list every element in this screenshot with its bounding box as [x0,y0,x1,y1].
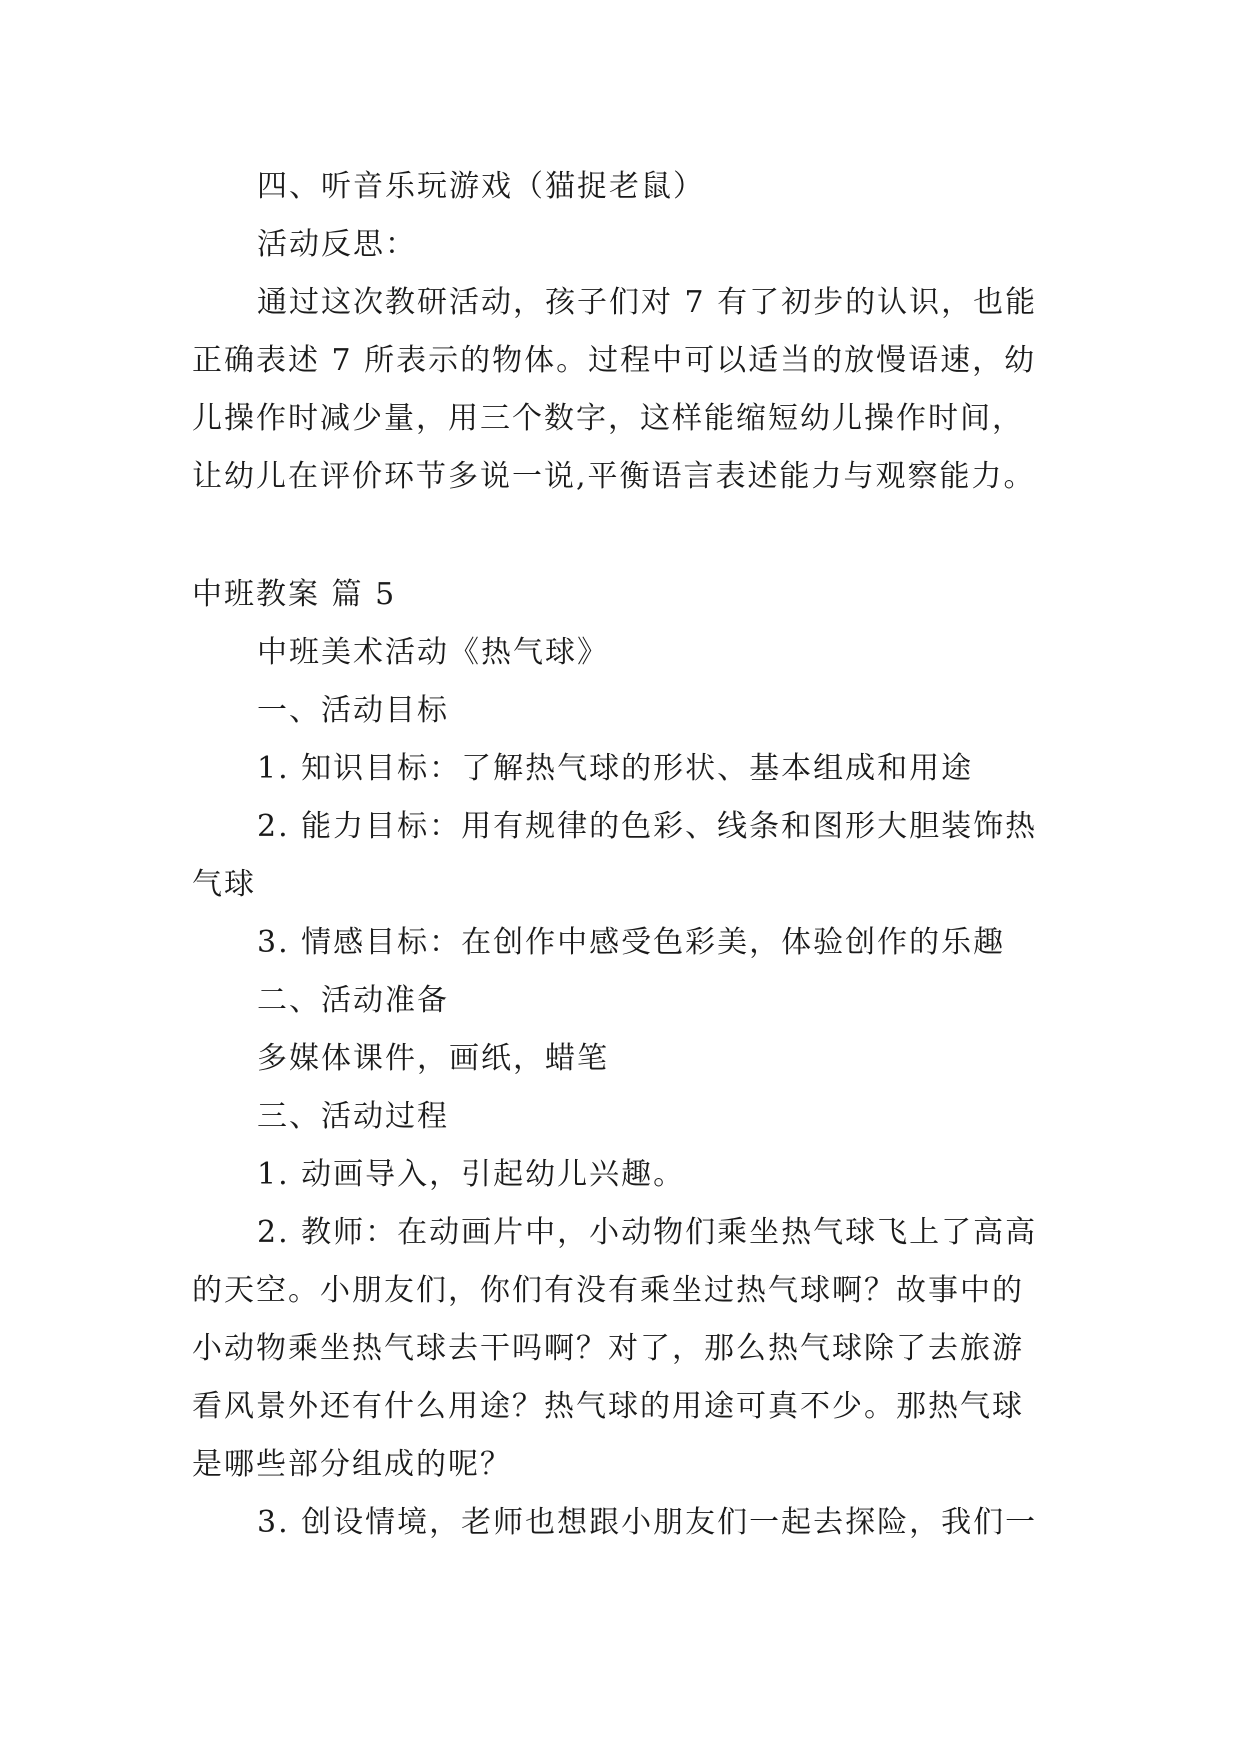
process-step-1: 1. 动画导入，引起幼儿兴趣。 [257,1157,686,1192]
process-step-2-line: 小动物乘坐热气球去干吗啊？对了，那么热气球除了去旅游 [192,1331,1024,1366]
process-step-3-line: 3. 创设情境，老师也想跟小朋友们一起去探险，我们一 [257,1505,1038,1540]
process-step-2-line: 的天空。小朋友们，你们有没有乘坐过热气球啊？故事中的 [192,1273,1024,1308]
preparation-items: 多媒体课件，画纸，蜡笔 [257,1041,609,1076]
paragraph-reflection-line: 让幼儿在评价环节多说一说,平衡语言表述能力与观察能力。 [192,459,1036,494]
heading-goals: 一、活动目标 [257,693,449,728]
process-step-2-line: 是哪些部分组成的呢？ [192,1447,512,1482]
section-title: 中班教案 篇 5 [192,577,397,612]
paragraph-game: 四、听音乐玩游戏（猫捉老鼠） [257,169,705,204]
paragraph-reflection-line: 儿操作时减少量，用三个数字，这样能缩短幼儿操作时间， [192,401,1024,436]
activity-title: 中班美术活动《热气球》 [257,635,609,670]
goal-ability-line: 气球 [192,867,256,902]
goal-ability-line: 2. 能力目标：用有规律的色彩、线条和图形大胆装饰热 [257,809,1038,844]
goal-knowledge: 1. 知识目标：了解热气球的形状、基本组成和用途 [257,751,974,786]
paragraph-reflection-heading: 活动反思： [257,227,417,262]
heading-preparation: 二、活动准备 [257,983,449,1018]
heading-process: 三、活动过程 [257,1099,449,1134]
document-body [192,158,1052,1552]
goal-emotion: 3. 情感目标：在创作中感受色彩美，体验创作的乐趣 [257,925,1006,960]
process-step-2-line: 2. 教师：在动画片中，小动物们乘坐热气球飞上了高高 [257,1215,1038,1250]
paragraph-reflection-line: 通过这次教研活动，孩子们对 7 有了初步的认识，也能 [257,285,1038,320]
paragraph-reflection-line: 正确表述 7 所表示的物体。过程中可以适当的放慢语速，幼 [192,343,1037,378]
process-step-2-line: 看风景外还有什么用途？热气球的用途可真不少。那热气球 [192,1389,1024,1424]
